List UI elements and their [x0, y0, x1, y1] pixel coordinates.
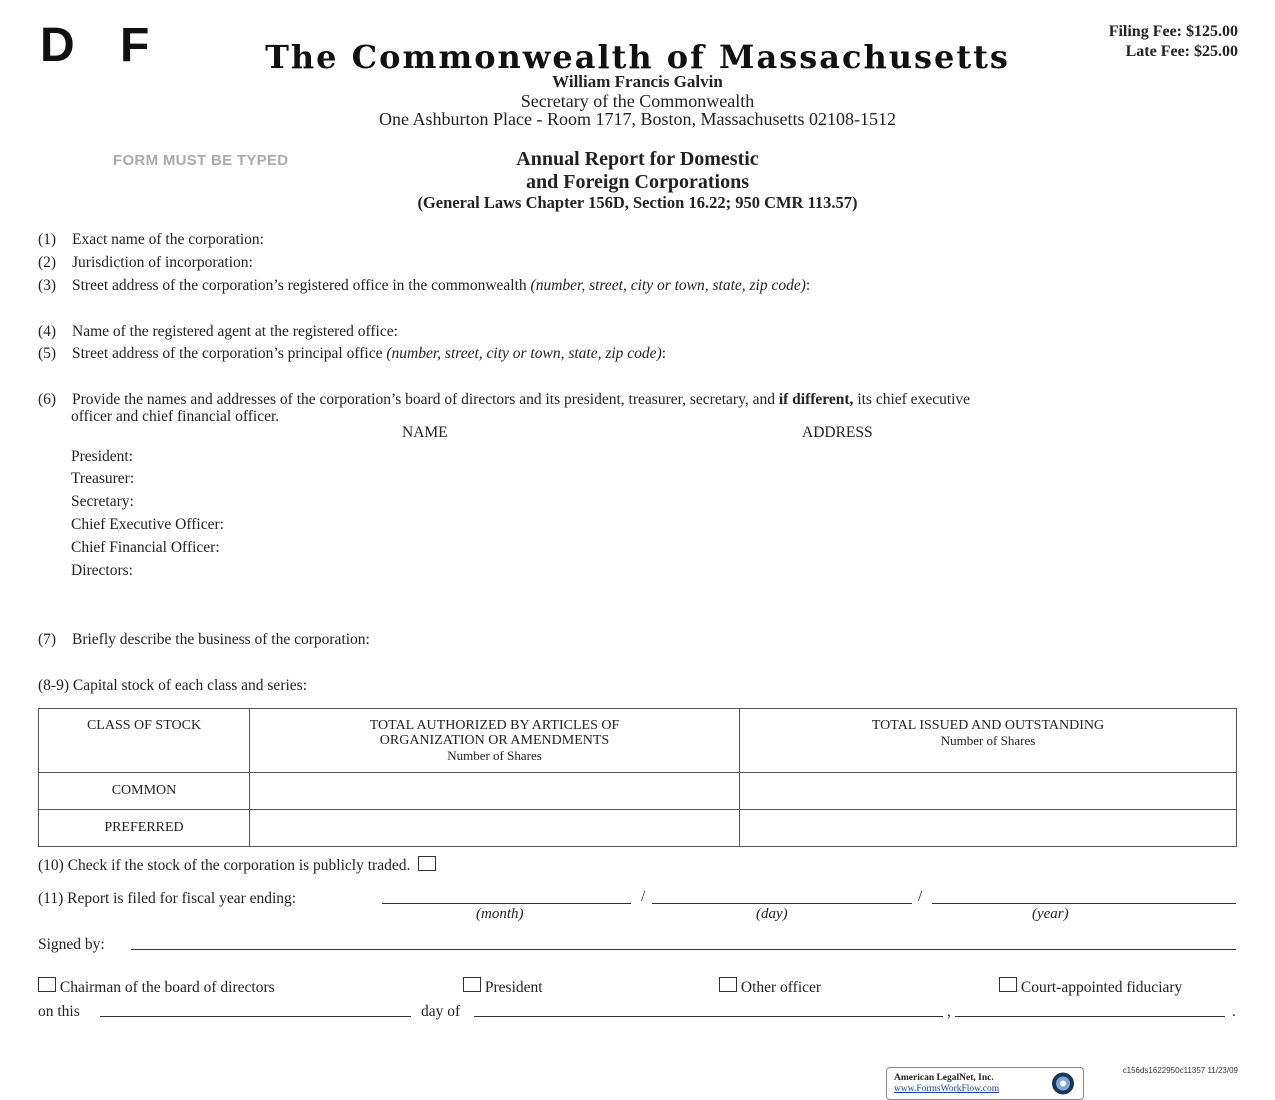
legalnet-logo-icon	[1045, 1070, 1081, 1097]
common-issued-cell[interactable]	[740, 773, 1237, 810]
report-subtitle: (General Laws Chapter 156D, Section 16.22; 950 CMR 113.57)	[417, 193, 858, 212]
cfo-label: Chief Financial Officer:	[71, 539, 220, 556]
period-mark: .	[1232, 1003, 1236, 1020]
item-number: (6)	[38, 391, 57, 408]
treasurer-label: Treasurer:	[71, 470, 135, 487]
header-line: ORGANIZATION OR AMENDMENTS	[379, 733, 610, 748]
fiduciary-checkbox[interactable]	[999, 977, 1017, 992]
day-caption: (day)	[756, 906, 788, 922]
form-revision-code: c156ds1622950c11357 11/23/09	[1122, 1066, 1238, 1075]
item-text-end: its chief executive	[853, 391, 971, 408]
item-text: Street address of the corporation’s registered office in the commonwealth	[72, 277, 531, 294]
item-7	[38, 631, 370, 649]
item-text: Provide the names and addresses of the corporation’s board of directors and its president, treasurer, secretary, and	[72, 391, 779, 408]
item-8-9: (8-9) Capital stock of each class and series:	[38, 677, 308, 694]
month-field[interactable]	[474, 1002, 943, 1017]
day-number-field[interactable]	[100, 1002, 411, 1017]
preferred-authorized-cell[interactable]	[250, 810, 740, 847]
name-column-header: NAME	[402, 424, 448, 441]
address-column-header: ADDRESS	[802, 424, 873, 441]
role-president[interactable]	[463, 979, 543, 997]
item-number: (7)	[38, 631, 57, 648]
table-header-row	[39, 709, 1237, 773]
item-5	[38, 345, 666, 363]
date-separator: /	[641, 888, 646, 905]
item-1	[38, 231, 264, 249]
signature-field[interactable]	[131, 935, 1236, 950]
item-6-continuation: officer and chief financial officer.	[71, 408, 280, 425]
secretary-name: William Francis Galvin	[552, 72, 723, 91]
common-authorized-cell[interactable]	[250, 773, 740, 810]
chairman-checkbox[interactable]	[38, 977, 56, 992]
day-of-label: day of	[421, 1003, 461, 1020]
fiscal-year-field[interactable]	[932, 889, 1236, 904]
role-label: Other officer	[740, 979, 822, 996]
year-caption: (year)	[1032, 906, 1069, 922]
header-line: TOTAL AUTHORIZED BY ARTICLES OF	[369, 718, 620, 733]
total-issued-header	[740, 709, 1237, 773]
preferred-issued-cell[interactable]	[740, 810, 1237, 847]
common-label: COMMON	[39, 773, 250, 810]
other-officer-checkbox[interactable]	[719, 977, 737, 992]
table-row	[39, 810, 1237, 847]
commonwealth-title: The Commonwealth of Massachusetts	[265, 38, 1010, 76]
role-other-officer[interactable]	[719, 979, 821, 997]
item-4	[38, 323, 398, 341]
table-row	[39, 773, 1237, 810]
legalnet-badge[interactable]	[886, 1067, 1084, 1100]
header-subline: Number of Shares	[447, 748, 542, 763]
item-text: Exact name of the corporation:	[72, 231, 264, 248]
class-of-stock-header: CLASS OF STOCK	[39, 709, 250, 773]
item-hint: (number, street, city or town, state, zip code)	[386, 345, 662, 362]
role-fiduciary[interactable]	[999, 979, 1182, 997]
item-colon: :	[805, 277, 811, 294]
item-number: (2)	[38, 254, 57, 271]
must-be-typed-notice: FORM MUST BE TYPED	[113, 152, 289, 169]
item-number: (1)	[38, 231, 57, 248]
fiscal-month-field[interactable]	[382, 889, 631, 904]
secretary-label: Secretary:	[71, 493, 134, 510]
item-number: (3)	[38, 277, 57, 294]
item-number: (5)	[38, 345, 57, 362]
item-text: (10) Check if the stock of the corporation is publicly traded.	[38, 857, 411, 874]
item-6	[38, 391, 970, 409]
secretary-title: Secretary of the Commonwealth	[520, 91, 755, 111]
header-subline: Number of Shares	[940, 733, 1036, 748]
item-text: Briefly describe the business of the corporation:	[72, 631, 370, 648]
item-10	[38, 857, 436, 875]
role-label: President	[484, 979, 543, 996]
item-2	[38, 254, 253, 272]
item-emphasis: if different,	[778, 391, 854, 408]
item-text: Jurisdiction of incorporation:	[72, 254, 253, 271]
filing-fee: Filing Fee: $125.00	[1108, 23, 1238, 40]
ceo-label: Chief Executive Officer:	[71, 516, 224, 533]
form-code: D F	[40, 19, 166, 72]
role-label: Chairman of the board of directors	[59, 979, 275, 996]
item-11	[38, 890, 296, 908]
president-label: President:	[71, 448, 133, 465]
role-chairman[interactable]	[38, 979, 275, 997]
year-field[interactable]	[955, 1002, 1225, 1017]
signed-by-label: Signed by:	[38, 936, 105, 953]
item-3	[38, 277, 810, 295]
header-line: TOTAL ISSUED AND OUTSTANDING	[871, 718, 1105, 733]
fiscal-day-field[interactable]	[652, 889, 912, 904]
item-number: (4)	[38, 323, 57, 340]
capital-stock-table	[38, 708, 1237, 847]
month-caption: (month)	[476, 906, 524, 922]
on-this-label: on this	[38, 1003, 80, 1020]
office-address: One Ashburton Place - Room 1717, Boston, Massachusetts 02108-1512	[379, 109, 896, 129]
comma-separator: ,	[947, 1003, 951, 1020]
directors-label: Directors:	[71, 562, 133, 579]
role-label: Court-appointed fiduciary	[1020, 979, 1183, 996]
president-checkbox[interactable]	[463, 977, 481, 992]
badge-url[interactable]: www.FormsWorkFlow.com	[894, 1084, 1000, 1094]
report-title-line2: and Foreign Corporations	[526, 171, 749, 193]
badge-company: American LegalNet, Inc.	[894, 1073, 994, 1083]
report-title-line1: Annual Report for Domestic	[516, 148, 759, 170]
item-colon: :	[661, 345, 667, 362]
item-text: (11) Report is filed for fiscal year ending:	[38, 890, 297, 907]
publicly-traded-checkbox[interactable]	[418, 856, 436, 871]
item-text: Name of the registered agent at the registered office:	[72, 323, 398, 340]
total-authorized-header	[250, 709, 740, 773]
item-hint: (number, street, city or town, state, zip code)	[530, 277, 806, 294]
preferred-label: PREFERRED	[39, 810, 250, 847]
late-fee: Late Fee: $25.00	[1125, 43, 1238, 60]
date-separator: /	[918, 888, 923, 905]
item-text: Street address of the corporation’s principal office	[72, 345, 387, 362]
